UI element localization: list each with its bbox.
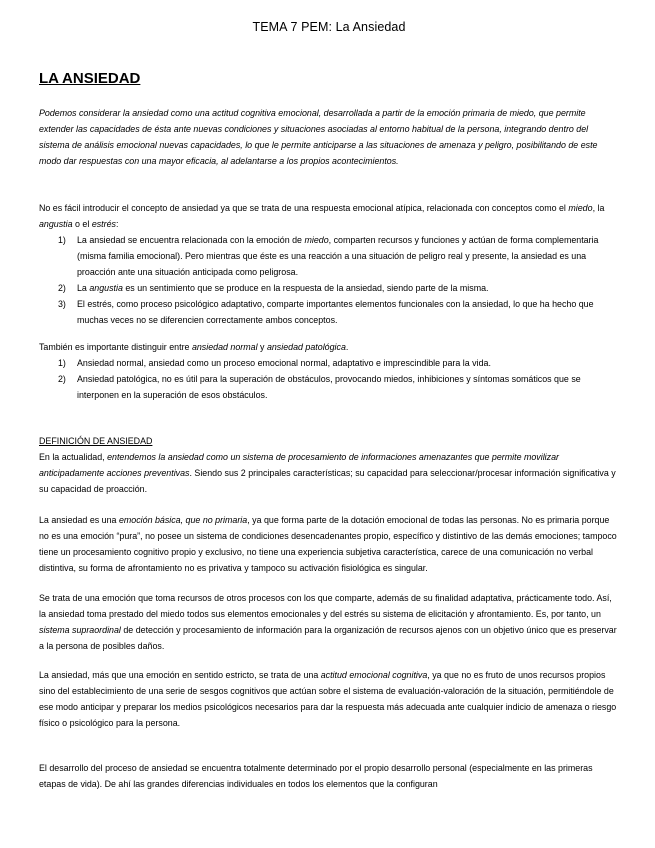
text: La ansiedad se encuentra relacionada con la emoción de	[77, 235, 305, 245]
text: Ansiedad normal, ansiedad como un proceso emocional normal, adaptativo e imprescindible para la vida.	[77, 358, 491, 368]
text: .	[345, 342, 349, 352]
text: , ya que no es fruto de unos recursos propios sino del establecimiento de una serie de sesgos cognitivos que actúan sobre el sistema de evaluación-valoración de la situación, permitiéndole de ese modo anticipar y preparar los medios psicológicos necesarios para dar la respuesta más adecuada ante cualquier indicio de amenaza o riesgo físico o psicológico para la persona.	[39, 670, 617, 728]
list-number: 2)	[58, 282, 66, 293]
definition-heading: DEFINICIÓN DE ANSIEDAD	[39, 436, 153, 446]
term-miedo: miedo	[568, 203, 593, 213]
list-number: 2)	[58, 373, 66, 384]
section-title: LA ANSIEDAD	[39, 70, 141, 87]
term-normal: ansiedad normal	[191, 342, 258, 352]
term: miedo	[304, 235, 329, 245]
term: angustia	[89, 282, 123, 293]
text: o el	[72, 218, 92, 229]
term-angustia: angustia	[39, 218, 73, 229]
text: En la actualidad,	[39, 452, 108, 462]
text: , ya que forma parte de la dotación emocional de todas las personas. No es primaria porque no es una emoción “pura”, no posee un sistema de condiciones desencadenantes propio, específico y distintivo de las demás emociones; tampoco tiene un procesamiento cognitivo propio y exclusivo, no tiene una experiencia subjetiva característica, carece de una comunicación no verbal distintiva, su forma de afrontamiento no es privativa y tampoco su activación fisiológica es singular.	[39, 515, 617, 573]
concept-paragraph	[39, 201, 619, 233]
list-number: 1)	[58, 358, 66, 368]
text: , comparten recursos y funciones y actúan de forma complementaria (misma familia emocional). Pero mientras que éste es una reacción a una situación de peligro real y presente, la ansiedad es una proacción ante una situación anticipada como peligrosa.	[77, 235, 599, 277]
list-number: 3)	[58, 298, 66, 309]
list-item	[39, 356, 619, 372]
text: y	[257, 342, 267, 352]
definition-emphasis: entendemos la ansiedad como un sistema de procesamiento de informaciones amenazantes que permite movilizar anticipadamente acciones preventivas	[39, 452, 559, 478]
page-header: TEMA 7 PEM: La Ansiedad	[252, 20, 406, 34]
basic-emotion-paragraph	[39, 513, 619, 577]
resources-paragraph	[39, 591, 619, 655]
term: emoción básica, que no primaria	[118, 515, 248, 525]
text: Ansiedad patológica, no es útil para la superación de obstáculos, provocando miedos, inhibiciones y síntomas somáticos que se interponen en la superación de esos obstáculos.	[77, 373, 581, 400]
text: La ansiedad, más que una emoción en sentido estricto, se trata de una	[39, 670, 321, 680]
distinction-list	[39, 356, 619, 404]
text: La ansiedad es una	[39, 515, 119, 525]
text: de detección y procesamiento de información para la organización de recursos ajenos con un objetivo único que es preservar a la persona de posibles daños.	[39, 624, 617, 651]
term-estres: estrés	[91, 218, 116, 229]
text: Se trata de una emoción que toma recursos de otros procesos con los que comparte, además de su finalidad adaptativa, prácticamente todo. Así, la ansiedad toma prestado del miedo todos sus elementos emocionales y del estrés su sistema de elicitación y afrontamiento. Es, por tanto, un	[39, 593, 612, 619]
text: La	[77, 282, 90, 293]
distinction-paragraph	[39, 340, 619, 356]
text: , la	[592, 203, 605, 213]
text: El estrés, como proceso psicológico adaptativo, comparte importantes elementos funcionales con la ansiedad, lo que ha hecho que muchas veces no se diferencien correctamente ambos conceptos.	[77, 298, 594, 325]
term-patologica: ansiedad patológica	[266, 342, 346, 352]
definition-paragraph	[39, 450, 619, 498]
text: No es fácil introducir el concepto de ansiedad ya que se trata de una respuesta emocional atípica, relacionada con conceptos como el	[39, 203, 569, 213]
text: :	[115, 218, 119, 229]
list-item	[39, 297, 619, 329]
text: . Siendo sus 2 principales características; su capacidad para seleccionar/procesar información significativa y su capacidad de proacción.	[39, 467, 616, 494]
term: sistema supraordinal	[39, 624, 121, 635]
list-number: 1)	[58, 235, 66, 245]
list-item	[39, 233, 619, 281]
list-item	[39, 372, 619, 404]
cognitive-attitude-paragraph	[39, 668, 619, 732]
list-item	[39, 281, 619, 297]
term: actitud emocional cognitiva	[320, 670, 428, 680]
development-paragraph: El desarrollo del proceso de ansiedad se encuentra totalmente determinado por el propio desarrollo personal (especialmente en las primeras etapas de vida). De ahí las grandes diferencias individuales en todos los elementos que la configuran	[39, 763, 593, 789]
intro-paragraph: Podemos considerar la ansiedad como una actitud cognitiva emocional, desarrollada a partir de la emoción primaria de miedo, que permite extender las capacidades de ésta ante nuevas condiciones y situaciones asociadas al entorno habitual de la persona, integrando dentro del sistema de análisis emocional nuevas capacidades, lo que le permite anticiparse a las situaciones de amenaza y peligro, posibilitando de este modo dar respuestas con una mayor eficacia, al adelantarse a los propios acontecimientos.	[39, 108, 598, 166]
text: es un sentimiento que se produce en la respuesta de la ansiedad, siendo parte de la misma.	[122, 282, 489, 293]
concept-list	[39, 233, 619, 328]
text: También es importante distinguir entre	[39, 342, 192, 352]
